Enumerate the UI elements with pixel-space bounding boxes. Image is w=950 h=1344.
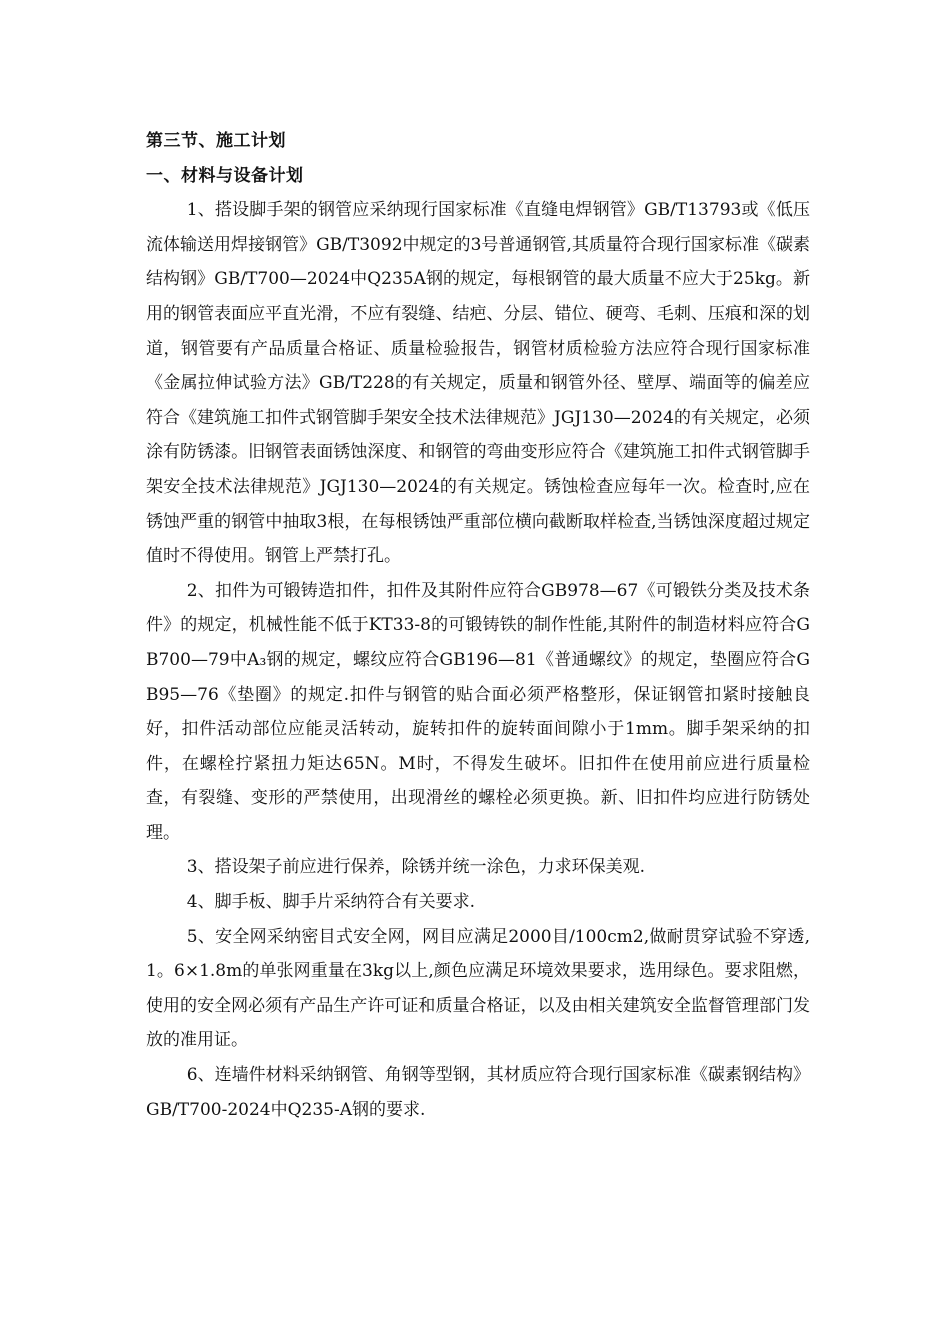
paragraph-maintenance: 3、搭设架子前应进行保养，除锈并统一涂色，力求环保美观. — [186, 857, 646, 878]
document-body — [146, 124, 810, 1127]
paragraph-fasteners: 2、扣件为可锻铸造扣件，扣件及其附件应符合GB978—67《可锻铁分类及技术条件》的规定，机械性能不低于KT33-8的可锻铸铁的制作性能,其附件的制造材料应符合GB700—79中A₃钢的规定，螺纹应符合GB196—81《普通螺纹》的规定，垫圈应符合GB95—76《垫圈》的规定.扣件与钢管的贴合面必须严格整形，保证钢管扣紧时接触良好，扣件活动部位应能灵活转动，旋转扣件的旋转面间隙小于1mm。脚手架采纳的扣件，在螺栓拧紧扭力矩达65N。M时，不得发生破坏。旧扣件在使用前应进行质量检查，有裂缝、变形的严禁使用，出现滑丝的螺栓必须更换。新、旧扣件均应进行防锈处理。 — [146, 580, 810, 843]
paragraph-wall-ties: 6、连墙件材料采纳钢管、角钢等型钢，其材质应符合现行国家标准《碳素钢结构》GB/T700-2024中Q235-A钢的要求. — [146, 1065, 810, 1120]
section-title: 第三节、施工计划 — [146, 131, 286, 151]
paragraph-scaffold-boards: 4、脚手板、脚手片采纳符合有关要求. — [186, 892, 476, 913]
paragraph-safety-net: 5、安全网采纳密目式安全网，网目应满足2000目/100cm2,做耐贯穿试验不穿透,1。6×1.8m的单张网重量在3kg以上,颜色应满足环境效果要求，选用绿色。要求阻燃，使用的安全网必须有产品生产许可证和质量合格证，以及由相关建筑安全监督管理部门发放的准用证。 — [146, 926, 810, 1051]
paragraph-steel-pipes: 1、搭设脚手架的钢管应采纳现行国家标准《直缝电焊钢管》GB/T13793或《低压流体输送用焊接钢管》GB/T3092中规定的3号普通钢管,其质量符合现行国家标准《碳素结构钢》GB/T700—2024中Q235A钢的规定，每根钢管的最大质量不应大于25kg。新用的钢管表面应平直光滑，不应有裂缝、结疤、分层、错位、硬弯、毛刺、压痕和深的划道，钢管要有产品质量合格证、质量检验报告，钢管材质检验方法应符合现行国家标准《金属拉伸试验方法》GB/T228的有关规定，质量和钢管外径、壁厚、端面等的偏差应符合《建筑施工扣件式钢管脚手架安全技术法律规范》JGJ130—2024的有关规定，必须涂有防锈漆。旧钢管表面锈蚀深度、和钢管的弯曲变形应符合《建筑施工扣件式钢管脚手架安全技术法律规范》JGJ130—2024的有关规定。锈蚀检查应每年一次。检查时,应在锈蚀严重的钢管中抽取3根，在每根锈蚀严重部位横向截断取样检查,当锈蚀深度超过规定值时不得使用。钢管上严禁打孔。 — [146, 200, 810, 567]
subsection-title: 一、材料与设备计划 — [146, 165, 304, 186]
